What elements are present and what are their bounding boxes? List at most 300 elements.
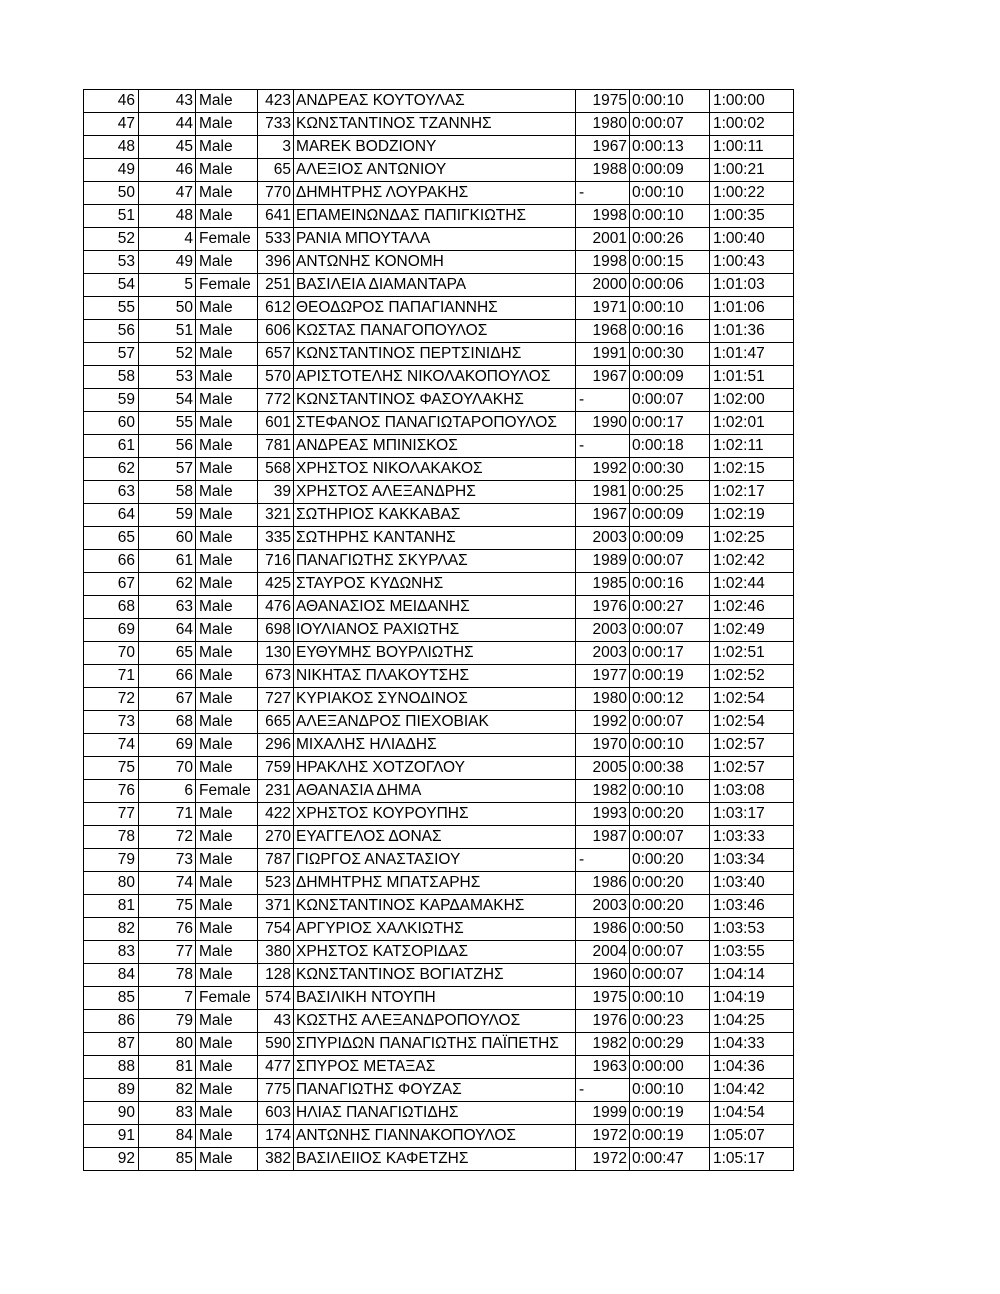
finish-time-cell: 1:00:22 — [710, 182, 794, 205]
start-offset-cell: 0:00:50 — [630, 918, 710, 941]
runner-name-cell: ΑΝΔΡΕΑΣ ΚΟΥΤΟΥΛΑΣ — [294, 90, 576, 113]
bib-number-cell: 422 — [258, 803, 294, 826]
position-cell: 82 — [84, 918, 139, 941]
runner-name-cell: ΓΙΩΡΓΟΣ ΑΝΑΣΤΑΣΙΟΥ — [294, 849, 576, 872]
runner-name-cell: ΑΛΕΞΑΝΔΡΟΣ ΠΙΕΧΟΒΙΑΚ — [294, 711, 576, 734]
bib-number-cell: 130 — [258, 642, 294, 665]
birth-year-cell: - — [576, 849, 630, 872]
runner-name-cell: ΗΡΑΚΛΗΣ ΧΟΤΖΟΓΛΟΥ — [294, 757, 576, 780]
finish-time-cell: 1:04:54 — [710, 1102, 794, 1125]
bib-number-cell: 759 — [258, 757, 294, 780]
category-position-cell: 6 — [139, 780, 196, 803]
runner-name-cell: ΚΩΝΣΤΑΝΤΙΝΟΣ ΒΟΓΙΑΤΖΗΣ — [294, 964, 576, 987]
gender-cell: Male — [196, 90, 258, 113]
bib-number-cell: 380 — [258, 941, 294, 964]
position-cell: 79 — [84, 849, 139, 872]
category-position-cell: 5 — [139, 274, 196, 297]
bib-number-cell: 174 — [258, 1125, 294, 1148]
category-position-cell: 81 — [139, 1056, 196, 1079]
table-row — [84, 366, 794, 389]
table-row — [84, 596, 794, 619]
bib-number-cell: 251 — [258, 274, 294, 297]
birth-year-cell: 2004 — [576, 941, 630, 964]
gender-cell: Male — [196, 688, 258, 711]
birth-year-cell: 1989 — [576, 550, 630, 573]
runner-name-cell: ΣΩΤΗΡΗΣ ΚΑΝΤΑΝΗΣ — [294, 527, 576, 550]
start-offset-cell: 0:00:19 — [630, 665, 710, 688]
position-cell: 81 — [84, 895, 139, 918]
finish-time-cell: 1:00:43 — [710, 251, 794, 274]
runner-name-cell: ΒΑΣΙΛΙΚΗ ΝΤΟΥΠΗ — [294, 987, 576, 1010]
table-row — [84, 435, 794, 458]
birth-year-cell: 1977 — [576, 665, 630, 688]
birth-year-cell: 1993 — [576, 803, 630, 826]
birth-year-cell: - — [576, 182, 630, 205]
category-position-cell: 85 — [139, 1148, 196, 1171]
finish-time-cell: 1:02:19 — [710, 504, 794, 527]
finish-time-cell: 1:01:36 — [710, 320, 794, 343]
table-row — [84, 1148, 794, 1171]
category-position-cell: 60 — [139, 527, 196, 550]
category-position-cell: 53 — [139, 366, 196, 389]
position-cell: 70 — [84, 642, 139, 665]
category-position-cell: 79 — [139, 1010, 196, 1033]
category-position-cell: 43 — [139, 90, 196, 113]
position-cell: 86 — [84, 1010, 139, 1033]
bib-number-cell: 476 — [258, 596, 294, 619]
runner-name-cell: ΑΘΑΝΑΣΙΑ ΔΗΜΑ — [294, 780, 576, 803]
category-position-cell: 66 — [139, 665, 196, 688]
category-position-cell: 67 — [139, 688, 196, 711]
finish-time-cell: 1:03:33 — [710, 826, 794, 849]
table-row — [84, 297, 794, 320]
position-cell: 72 — [84, 688, 139, 711]
position-cell: 83 — [84, 941, 139, 964]
table-row — [84, 757, 794, 780]
position-cell: 64 — [84, 504, 139, 527]
finish-time-cell: 1:02:49 — [710, 619, 794, 642]
table-row — [84, 251, 794, 274]
gender-cell: Female — [196, 274, 258, 297]
table-row — [84, 1010, 794, 1033]
start-offset-cell: 0:00:07 — [630, 964, 710, 987]
runner-name-cell: ΚΩΝΣΤΑΝΤΙΝΟΣ ΤΖΑΝΝΗΣ — [294, 113, 576, 136]
runner-name-cell: ΣΤΑΥΡΟΣ ΚΥΔΩΝΗΣ — [294, 573, 576, 596]
category-position-cell: 70 — [139, 757, 196, 780]
bib-number-cell: 570 — [258, 366, 294, 389]
finish-time-cell: 1:05:17 — [710, 1148, 794, 1171]
table-row — [84, 826, 794, 849]
category-position-cell: 82 — [139, 1079, 196, 1102]
birth-year-cell: 1980 — [576, 688, 630, 711]
position-cell: 92 — [84, 1148, 139, 1171]
category-position-cell: 7 — [139, 987, 196, 1010]
finish-time-cell: 1:03:17 — [710, 803, 794, 826]
bib-number-cell: 423 — [258, 90, 294, 113]
gender-cell: Male — [196, 297, 258, 320]
start-offset-cell: 0:00:07 — [630, 619, 710, 642]
gender-cell: Male — [196, 734, 258, 757]
table-row — [84, 389, 794, 412]
category-position-cell: 80 — [139, 1033, 196, 1056]
position-cell: 80 — [84, 872, 139, 895]
birth-year-cell: - — [576, 435, 630, 458]
bib-number-cell: 425 — [258, 573, 294, 596]
position-cell: 51 — [84, 205, 139, 228]
table-row — [84, 780, 794, 803]
bib-number-cell: 371 — [258, 895, 294, 918]
gender-cell: Female — [196, 228, 258, 251]
birth-year-cell: 2003 — [576, 619, 630, 642]
gender-cell: Male — [196, 136, 258, 159]
position-cell: 46 — [84, 90, 139, 113]
category-position-cell: 63 — [139, 596, 196, 619]
bib-number-cell: 231 — [258, 780, 294, 803]
start-offset-cell: 0:00:20 — [630, 872, 710, 895]
bib-number-cell: 601 — [258, 412, 294, 435]
category-position-cell: 48 — [139, 205, 196, 228]
category-position-cell: 78 — [139, 964, 196, 987]
category-position-cell: 47 — [139, 182, 196, 205]
position-cell: 48 — [84, 136, 139, 159]
gender-cell: Male — [196, 320, 258, 343]
runner-name-cell: ΣΤΕΦΑΝΟΣ ΠΑΝΑΓΙΩΤΑΡΟΠΟΥΛΟΣ — [294, 412, 576, 435]
birth-year-cell: 2003 — [576, 642, 630, 665]
table-row — [84, 274, 794, 297]
start-offset-cell: 0:00:12 — [630, 688, 710, 711]
birth-year-cell: 1960 — [576, 964, 630, 987]
runner-name-cell: ΕΠΑΜΕΙΝΩΝΔΑΣ ΠΑΠΙΓΚΙΩΤΗΣ — [294, 205, 576, 228]
start-offset-cell: 0:00:10 — [630, 90, 710, 113]
start-offset-cell: 0:00:47 — [630, 1148, 710, 1171]
bib-number-cell: 612 — [258, 297, 294, 320]
start-offset-cell: 0:00:17 — [630, 412, 710, 435]
birth-year-cell: 2001 — [576, 228, 630, 251]
gender-cell: Male — [196, 964, 258, 987]
position-cell: 65 — [84, 527, 139, 550]
gender-cell: Male — [196, 941, 258, 964]
position-cell: 68 — [84, 596, 139, 619]
runner-name-cell: ΣΠΥΡΙΔΩΝ ΠΑΝΑΓΙΩΤΗΣ ΠΑΪΠΕΤΗΣ — [294, 1033, 576, 1056]
gender-cell: Male — [196, 1079, 258, 1102]
start-offset-cell: 0:00:26 — [630, 228, 710, 251]
finish-time-cell: 1:00:02 — [710, 113, 794, 136]
start-offset-cell: 0:00:29 — [630, 1033, 710, 1056]
table-row — [84, 113, 794, 136]
position-cell: 75 — [84, 757, 139, 780]
category-position-cell: 58 — [139, 481, 196, 504]
bib-number-cell: 673 — [258, 665, 294, 688]
start-offset-cell: 0:00:10 — [630, 734, 710, 757]
start-offset-cell: 0:00:18 — [630, 435, 710, 458]
bib-number-cell: 270 — [258, 826, 294, 849]
table-row — [84, 228, 794, 251]
runner-name-cell: ΑΝΤΩΝΗΣ ΓΙΑΝΝΑΚΟΠΟΥΛΟΣ — [294, 1125, 576, 1148]
runner-name-cell: ΠΑΝΑΓΙΩΤΗΣ ΦΟΥΖΑΣ — [294, 1079, 576, 1102]
birth-year-cell: 2000 — [576, 274, 630, 297]
category-position-cell: 52 — [139, 343, 196, 366]
table-row — [84, 550, 794, 573]
gender-cell: Male — [196, 366, 258, 389]
start-offset-cell: 0:00:09 — [630, 159, 710, 182]
finish-time-cell: 1:02:51 — [710, 642, 794, 665]
runner-name-cell: ΚΩΣΤΑΣ ΠΑΝΑΓΟΠΟΥΛΟΣ — [294, 320, 576, 343]
gender-cell: Female — [196, 780, 258, 803]
runner-name-cell: ΧΡΗΣΤΟΣ ΚΑΤΣΟΡΙΔΑΣ — [294, 941, 576, 964]
finish-time-cell: 1:01:06 — [710, 297, 794, 320]
birth-year-cell: 1998 — [576, 251, 630, 274]
start-offset-cell: 0:00:09 — [630, 366, 710, 389]
finish-time-cell: 1:02:15 — [710, 458, 794, 481]
bib-number-cell: 733 — [258, 113, 294, 136]
start-offset-cell: 0:00:30 — [630, 458, 710, 481]
finish-time-cell: 1:04:14 — [710, 964, 794, 987]
birth-year-cell: 1976 — [576, 1010, 630, 1033]
birth-year-cell: 1975 — [576, 987, 630, 1010]
birth-year-cell: 1999 — [576, 1102, 630, 1125]
birth-year-cell: 1988 — [576, 159, 630, 182]
gender-cell: Male — [196, 711, 258, 734]
birth-year-cell: 1963 — [576, 1056, 630, 1079]
position-cell: 60 — [84, 412, 139, 435]
position-cell: 76 — [84, 780, 139, 803]
bib-number-cell: 727 — [258, 688, 294, 711]
start-offset-cell: 0:00:19 — [630, 1125, 710, 1148]
start-offset-cell: 0:00:16 — [630, 573, 710, 596]
gender-cell: Male — [196, 826, 258, 849]
runner-name-cell: ΗΛΙΑΣ ΠΑΝΑΓΙΩΤΙΔΗΣ — [294, 1102, 576, 1125]
birth-year-cell: 1992 — [576, 458, 630, 481]
category-position-cell: 73 — [139, 849, 196, 872]
gender-cell: Male — [196, 665, 258, 688]
gender-cell: Male — [196, 573, 258, 596]
bib-number-cell: 568 — [258, 458, 294, 481]
runner-name-cell: ΙΟΥΛΙΑΝΟΣ ΡΑΧΙΩΤΗΣ — [294, 619, 576, 642]
start-offset-cell: 0:00:20 — [630, 895, 710, 918]
gender-cell: Male — [196, 1148, 258, 1171]
birth-year-cell: 1998 — [576, 205, 630, 228]
gender-cell: Male — [196, 343, 258, 366]
category-position-cell: 65 — [139, 642, 196, 665]
gender-cell: Male — [196, 803, 258, 826]
category-position-cell: 55 — [139, 412, 196, 435]
category-position-cell: 69 — [139, 734, 196, 757]
table-row — [84, 987, 794, 1010]
finish-time-cell: 1:04:19 — [710, 987, 794, 1010]
finish-time-cell: 1:02:57 — [710, 734, 794, 757]
birth-year-cell: 1982 — [576, 780, 630, 803]
birth-year-cell: 1991 — [576, 343, 630, 366]
category-position-cell: 64 — [139, 619, 196, 642]
position-cell: 63 — [84, 481, 139, 504]
start-offset-cell: 0:00:27 — [630, 596, 710, 619]
bib-number-cell: 477 — [258, 1056, 294, 1079]
category-position-cell: 50 — [139, 297, 196, 320]
position-cell: 53 — [84, 251, 139, 274]
finish-time-cell: 1:00:00 — [710, 90, 794, 113]
finish-time-cell: 1:02:01 — [710, 412, 794, 435]
bib-number-cell: 716 — [258, 550, 294, 573]
runner-name-cell: ΚΩΝΣΤΑΝΤΙΝΟΣ ΦΑΣΟΥΛΑΚΗΣ — [294, 389, 576, 412]
runner-name-cell: ΑΛΕΞΙΟΣ ΑΝΤΩΝΙΟΥ — [294, 159, 576, 182]
table-row — [84, 412, 794, 435]
bib-number-cell: 296 — [258, 734, 294, 757]
gender-cell: Male — [196, 619, 258, 642]
category-position-cell: 74 — [139, 872, 196, 895]
position-cell: 62 — [84, 458, 139, 481]
category-position-cell: 62 — [139, 573, 196, 596]
table-row — [84, 343, 794, 366]
start-offset-cell: 0:00:23 — [630, 1010, 710, 1033]
gender-cell: Male — [196, 757, 258, 780]
position-cell: 49 — [84, 159, 139, 182]
bib-number-cell: 523 — [258, 872, 294, 895]
table-row — [84, 642, 794, 665]
table-row — [84, 1102, 794, 1125]
start-offset-cell: 0:00:15 — [630, 251, 710, 274]
table-row — [84, 90, 794, 113]
table-row — [84, 1125, 794, 1148]
category-position-cell: 49 — [139, 251, 196, 274]
birth-year-cell: 1992 — [576, 711, 630, 734]
bib-number-cell: 665 — [258, 711, 294, 734]
position-cell: 85 — [84, 987, 139, 1010]
runner-name-cell: ΘΕΟΔΩΡΟΣ ΠΑΠΑΓΙΑΝΝΗΣ — [294, 297, 576, 320]
runner-name-cell: MAREK BODZIONY — [294, 136, 576, 159]
runner-name-cell: ΒΑΣΙΛΕΙΙΟΣ ΚΑΦΕΤΖΗΣ — [294, 1148, 576, 1171]
start-offset-cell: 0:00:30 — [630, 343, 710, 366]
gender-cell: Male — [196, 435, 258, 458]
position-cell: 69 — [84, 619, 139, 642]
birth-year-cell: 1990 — [576, 412, 630, 435]
bib-number-cell: 754 — [258, 918, 294, 941]
category-position-cell: 4 — [139, 228, 196, 251]
bib-number-cell: 590 — [258, 1033, 294, 1056]
results-table — [83, 89, 794, 1171]
runner-name-cell: ΔΗΜΗΤΡΗΣ ΜΠΑΤΣΑΡΗΣ — [294, 872, 576, 895]
birth-year-cell: 1967 — [576, 366, 630, 389]
birth-year-cell: 1982 — [576, 1033, 630, 1056]
birth-year-cell: 1972 — [576, 1148, 630, 1171]
category-position-cell: 61 — [139, 550, 196, 573]
bib-number-cell: 43 — [258, 1010, 294, 1033]
gender-cell: Male — [196, 113, 258, 136]
category-position-cell: 59 — [139, 504, 196, 527]
gender-cell: Male — [196, 205, 258, 228]
category-position-cell: 51 — [139, 320, 196, 343]
position-cell: 88 — [84, 1056, 139, 1079]
finish-time-cell: 1:03:08 — [710, 780, 794, 803]
start-offset-cell: 0:00:16 — [630, 320, 710, 343]
finish-time-cell: 1:00:35 — [710, 205, 794, 228]
position-cell: 56 — [84, 320, 139, 343]
gender-cell: Male — [196, 1056, 258, 1079]
table-row — [84, 136, 794, 159]
runner-name-cell: ΚΥΡΙΑΚΟΣ ΣΥΝΟΔΙΝΟΣ — [294, 688, 576, 711]
runner-name-cell: ΧΡΗΣΤΟΣ ΝΙΚΟΛΑΚΑΚΟΣ — [294, 458, 576, 481]
birth-year-cell: 1986 — [576, 918, 630, 941]
category-position-cell: 83 — [139, 1102, 196, 1125]
gender-cell: Male — [196, 527, 258, 550]
finish-time-cell: 1:04:36 — [710, 1056, 794, 1079]
start-offset-cell: 0:00:10 — [630, 297, 710, 320]
table-row — [84, 872, 794, 895]
birth-year-cell: 1981 — [576, 481, 630, 504]
runner-name-cell: ΑΝΔΡΕΑΣ ΜΠΙΝΙΣΚΟΣ — [294, 435, 576, 458]
position-cell: 54 — [84, 274, 139, 297]
finish-time-cell: 1:00:21 — [710, 159, 794, 182]
table-row — [84, 941, 794, 964]
results-body — [84, 90, 794, 1171]
start-offset-cell: 0:00:07 — [630, 389, 710, 412]
runner-name-cell: ΑΡΓΥΡΙΟΣ ΧΑΛΚΙΩΤΗΣ — [294, 918, 576, 941]
table-row — [84, 964, 794, 987]
start-offset-cell: 0:00:25 — [630, 481, 710, 504]
bib-number-cell: 657 — [258, 343, 294, 366]
category-position-cell: 72 — [139, 826, 196, 849]
birth-year-cell: 1967 — [576, 136, 630, 159]
gender-cell: Male — [196, 251, 258, 274]
table-row — [84, 734, 794, 757]
position-cell: 77 — [84, 803, 139, 826]
gender-cell: Male — [196, 481, 258, 504]
bib-number-cell: 321 — [258, 504, 294, 527]
table-row — [84, 573, 794, 596]
finish-time-cell: 1:02:54 — [710, 711, 794, 734]
bib-number-cell: 574 — [258, 987, 294, 1010]
bib-number-cell: 128 — [258, 964, 294, 987]
birth-year-cell: 1968 — [576, 320, 630, 343]
category-position-cell: 77 — [139, 941, 196, 964]
runner-name-cell: ΧΡΗΣΤΟΣ ΑΛΕΞΑΝΔΡΗΣ — [294, 481, 576, 504]
start-offset-cell: 0:00:06 — [630, 274, 710, 297]
gender-cell: Male — [196, 642, 258, 665]
table-row — [84, 688, 794, 711]
category-position-cell: 46 — [139, 159, 196, 182]
position-cell: 47 — [84, 113, 139, 136]
start-offset-cell: 0:00:07 — [630, 711, 710, 734]
table-row — [84, 1033, 794, 1056]
birth-year-cell: 1987 — [576, 826, 630, 849]
runner-name-cell: ΚΩΣΤΗΣ ΑΛΕΞΑΝΔΡΟΠΟΥΛΟΣ — [294, 1010, 576, 1033]
table-row — [84, 619, 794, 642]
runner-name-cell: ΔΗΜΗΤΡΗΣ ΛΟΥΡΑΚΗΣ — [294, 182, 576, 205]
gender-cell: Male — [196, 182, 258, 205]
category-position-cell: 56 — [139, 435, 196, 458]
finish-time-cell: 1:01:51 — [710, 366, 794, 389]
gender-cell: Male — [196, 159, 258, 182]
start-offset-cell: 0:00:10 — [630, 780, 710, 803]
finish-time-cell: 1:03:34 — [710, 849, 794, 872]
category-position-cell: 75 — [139, 895, 196, 918]
start-offset-cell: 0:00:17 — [630, 642, 710, 665]
runner-name-cell: ΧΡΗΣΤΟΣ ΚΟΥΡΟΥΠΗΣ — [294, 803, 576, 826]
start-offset-cell: 0:00:07 — [630, 550, 710, 573]
category-position-cell: 84 — [139, 1125, 196, 1148]
table-row — [84, 159, 794, 182]
runner-name-cell: ΝΙΚΗΤΑΣ ΠΛΑΚΟΥΤΣΗΣ — [294, 665, 576, 688]
start-offset-cell: 0:00:07 — [630, 826, 710, 849]
finish-time-cell: 1:00:11 — [710, 136, 794, 159]
birth-year-cell: 1967 — [576, 504, 630, 527]
finish-time-cell: 1:02:46 — [710, 596, 794, 619]
bib-number-cell: 396 — [258, 251, 294, 274]
gender-cell: Male — [196, 918, 258, 941]
category-position-cell: 71 — [139, 803, 196, 826]
finish-time-cell: 1:04:33 — [710, 1033, 794, 1056]
gender-cell: Female — [196, 987, 258, 1010]
position-cell: 50 — [84, 182, 139, 205]
